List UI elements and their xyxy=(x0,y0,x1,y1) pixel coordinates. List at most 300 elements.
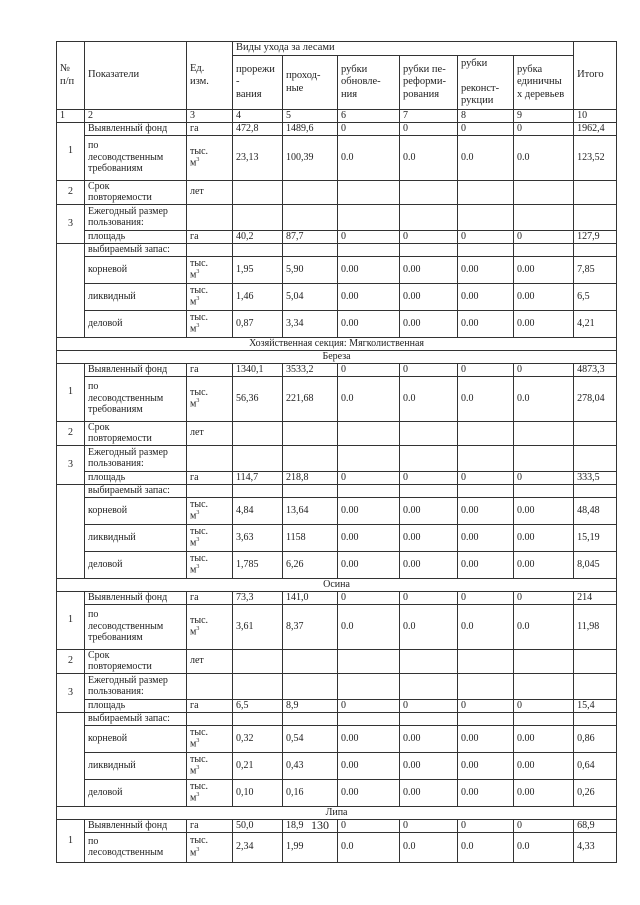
header-number: 8 xyxy=(458,110,514,123)
empty-cell xyxy=(400,421,458,445)
value-cell: 13,64 xyxy=(283,497,338,524)
empty-cell xyxy=(458,421,514,445)
unit-ha: га xyxy=(187,230,233,243)
empty-cell xyxy=(233,180,283,204)
value-cell: 0.00 xyxy=(338,497,400,524)
value-cell: 0,43 xyxy=(283,752,338,779)
item-number: 1 xyxy=(57,819,85,862)
unit-thm3: тыс. $м^3$ xyxy=(187,551,233,578)
table-row xyxy=(57,712,617,725)
label-fund-cont: по лесоводственным требованиям xyxy=(85,135,187,180)
value-cell: 3,34 xyxy=(283,310,338,337)
label-period: Срок повторяемости xyxy=(85,180,187,204)
empty-cell xyxy=(283,204,338,230)
label-business: деловой xyxy=(85,310,187,337)
item-number: 1 xyxy=(57,122,85,180)
table-row xyxy=(57,591,617,604)
empty-cell xyxy=(283,649,338,673)
empty-cell xyxy=(233,445,283,471)
value-cell: 0.00 xyxy=(458,551,514,578)
value-cell: 221,68 xyxy=(283,376,338,421)
value-cell: 0.0 xyxy=(338,376,400,421)
empty-cell xyxy=(514,421,574,445)
empty-cell xyxy=(338,484,400,497)
header-col: проход- ные xyxy=(283,56,338,110)
empty-cell xyxy=(458,180,514,204)
label-fund: Выявленный фонд xyxy=(85,363,187,376)
unit-thm3: тыс. $м^3$ xyxy=(187,310,233,337)
empty-cell xyxy=(338,649,400,673)
empty-cell xyxy=(574,204,617,230)
value-cell: 0 xyxy=(400,471,458,484)
value-cell: 123,52 xyxy=(574,135,617,180)
header-total: Итого xyxy=(574,42,617,110)
table-row xyxy=(57,497,617,524)
value-cell: 0 xyxy=(338,699,400,712)
header-col: рубки реконст- рукции xyxy=(458,56,514,110)
value-cell: 1,785 xyxy=(233,551,283,578)
header-num: № п/п xyxy=(57,42,85,110)
empty-cell xyxy=(514,180,574,204)
value-cell: 0 xyxy=(338,471,400,484)
empty-cell xyxy=(574,180,617,204)
empty-cell xyxy=(400,445,458,471)
table-row xyxy=(57,363,617,376)
value-cell: 0.0 xyxy=(400,832,458,862)
item-number: 2 xyxy=(57,421,85,445)
header-number: 3 xyxy=(187,110,233,123)
value-cell: 0.00 xyxy=(338,283,400,310)
value-cell: 0.00 xyxy=(400,524,458,551)
value-cell: 278,04 xyxy=(574,376,617,421)
item-number: 2 xyxy=(57,649,85,673)
value-cell: 0.00 xyxy=(514,779,574,806)
value-cell: 0.00 xyxy=(400,725,458,752)
empty-cell xyxy=(57,243,85,337)
value-cell: 0.0 xyxy=(338,135,400,180)
empty-cell xyxy=(400,649,458,673)
value-cell: 0.00 xyxy=(338,551,400,578)
value-cell: 0.0 xyxy=(514,604,574,649)
header-indicator: Показатели xyxy=(85,42,187,110)
table-row xyxy=(57,204,617,230)
value-cell: 0.00 xyxy=(514,256,574,283)
value-cell: 4,33 xyxy=(574,832,617,862)
label-business: деловой xyxy=(85,551,187,578)
value-cell: 6,26 xyxy=(283,551,338,578)
item-number: 3 xyxy=(57,445,85,484)
empty-cell xyxy=(458,712,514,725)
empty-cell xyxy=(187,243,233,256)
value-cell: 0.00 xyxy=(514,551,574,578)
value-cell: 0,87 xyxy=(233,310,283,337)
empty-cell xyxy=(400,673,458,699)
empty-cell xyxy=(574,649,617,673)
value-cell: 472,8 xyxy=(233,122,283,135)
value-cell: 0,54 xyxy=(283,725,338,752)
value-cell: 15,4 xyxy=(574,699,617,712)
table-row xyxy=(57,350,617,363)
value-cell: 48,48 xyxy=(574,497,617,524)
item-number: 3 xyxy=(57,204,85,243)
unit-thm3: тыс. $м^3$ xyxy=(187,832,233,862)
table-row xyxy=(57,243,617,256)
empty-cell xyxy=(514,243,574,256)
label-area: площадь xyxy=(85,471,187,484)
label-root: корневой xyxy=(85,725,187,752)
value-cell: 0,86 xyxy=(574,725,617,752)
value-cell: 0.0 xyxy=(458,832,514,862)
empty-cell xyxy=(514,445,574,471)
label-fund: Выявленный фонд xyxy=(85,591,187,604)
header-number: 6 xyxy=(338,110,400,123)
value-cell: 0.0 xyxy=(514,832,574,862)
empty-cell xyxy=(283,180,338,204)
value-cell: 0 xyxy=(458,363,514,376)
value-cell: 0 xyxy=(338,591,400,604)
value-cell: 0.0 xyxy=(514,135,574,180)
value-cell: 0 xyxy=(514,699,574,712)
table-row xyxy=(57,122,617,135)
empty-cell xyxy=(400,712,458,725)
empty-cell xyxy=(338,243,400,256)
value-cell: 0.00 xyxy=(514,283,574,310)
table-row xyxy=(57,578,617,591)
unit-ha: га xyxy=(187,819,233,832)
item-number: 2 xyxy=(57,180,85,204)
label-period: Срок повторяемости xyxy=(85,421,187,445)
value-cell: 0.00 xyxy=(458,524,514,551)
label-annual: Ежегодный размер пользования: xyxy=(85,204,187,230)
value-cell: 0 xyxy=(338,819,400,832)
table-row xyxy=(57,673,617,699)
label-stock: выбираемый запас: xyxy=(85,243,187,256)
value-cell: 23,13 xyxy=(233,135,283,180)
value-cell: 68,9 xyxy=(574,819,617,832)
value-cell: 0.0 xyxy=(458,376,514,421)
empty-cell xyxy=(400,243,458,256)
table-row xyxy=(57,832,617,862)
value-cell: 1158 xyxy=(283,524,338,551)
value-cell: 0.0 xyxy=(338,832,400,862)
empty-cell xyxy=(574,484,617,497)
page-number: 130 xyxy=(311,818,329,832)
value-cell: 0 xyxy=(400,699,458,712)
table-row xyxy=(57,230,617,243)
label-area: площадь xyxy=(85,699,187,712)
value-cell: 0.00 xyxy=(400,497,458,524)
empty-cell xyxy=(514,484,574,497)
label-liquid: ликвидный xyxy=(85,752,187,779)
value-cell: 6,5 xyxy=(574,283,617,310)
item-number: 1 xyxy=(57,363,85,421)
value-cell: 0,32 xyxy=(233,725,283,752)
value-cell: 114,7 xyxy=(233,471,283,484)
value-cell: 1489,6 xyxy=(283,122,338,135)
value-cell: 56,36 xyxy=(233,376,283,421)
value-cell: 0.00 xyxy=(514,725,574,752)
value-cell: 0 xyxy=(514,363,574,376)
value-cell: 214 xyxy=(574,591,617,604)
empty-cell xyxy=(233,484,283,497)
empty-cell xyxy=(57,484,85,578)
unit-years: лет xyxy=(187,180,233,204)
header-number: 5 xyxy=(283,110,338,123)
value-cell: 11,98 xyxy=(574,604,617,649)
label-fund-cont: по лесоводственным требованиям xyxy=(85,604,187,649)
empty-cell xyxy=(338,673,400,699)
empty-cell xyxy=(574,421,617,445)
value-cell: 0.00 xyxy=(338,725,400,752)
table-row xyxy=(57,752,617,779)
value-cell: 1340,1 xyxy=(233,363,283,376)
unit-ha: га xyxy=(187,591,233,604)
table-row xyxy=(57,779,617,806)
item-number: 3 xyxy=(57,673,85,712)
empty-cell xyxy=(283,673,338,699)
label-fund: Выявленный фонд xyxy=(85,819,187,832)
empty-cell xyxy=(400,484,458,497)
empty-cell xyxy=(574,445,617,471)
empty-cell xyxy=(514,649,574,673)
unit-years: лет xyxy=(187,421,233,445)
value-cell: 50,0 xyxy=(233,819,283,832)
empty-cell xyxy=(187,712,233,725)
label-stock: выбираемый запас: xyxy=(85,484,187,497)
value-cell: 0 xyxy=(458,819,514,832)
header-number: 2 xyxy=(85,110,187,123)
empty-cell xyxy=(283,445,338,471)
table-row xyxy=(57,649,617,673)
value-cell: 0,10 xyxy=(233,779,283,806)
value-cell: 8,9 xyxy=(283,699,338,712)
empty-cell xyxy=(338,421,400,445)
value-cell: 141,0 xyxy=(283,591,338,604)
empty-cell xyxy=(574,243,617,256)
value-cell: 0,64 xyxy=(574,752,617,779)
value-cell: 0 xyxy=(514,471,574,484)
value-cell: 0.00 xyxy=(458,752,514,779)
header-number: 1 xyxy=(57,110,85,123)
value-cell: 0.00 xyxy=(514,752,574,779)
value-cell: 4,21 xyxy=(574,310,617,337)
empty-cell xyxy=(187,484,233,497)
value-cell: 0.00 xyxy=(458,283,514,310)
empty-cell xyxy=(514,673,574,699)
unit-ha: га xyxy=(187,471,233,484)
value-cell: 0 xyxy=(400,122,458,135)
empty-cell xyxy=(187,204,233,230)
table-row xyxy=(57,256,617,283)
value-cell: 0.00 xyxy=(514,524,574,551)
label-liquid: ликвидный xyxy=(85,283,187,310)
unit-thm3: тыс. $м^3$ xyxy=(187,524,233,551)
unit-thm3: тыс. $м^3$ xyxy=(187,752,233,779)
species-title: Липа xyxy=(57,806,617,819)
label-period: Срок повторяемости xyxy=(85,649,187,673)
unit-thm3: тыс. $м^3$ xyxy=(187,135,233,180)
label-fund: Выявленный фонд xyxy=(85,122,187,135)
value-cell: 0.0 xyxy=(458,604,514,649)
empty-cell xyxy=(574,712,617,725)
unit-thm3: тыс. $м^3$ xyxy=(187,283,233,310)
empty-cell xyxy=(458,204,514,230)
value-cell: 1962,4 xyxy=(574,122,617,135)
empty-cell xyxy=(233,649,283,673)
value-cell: 87,7 xyxy=(283,230,338,243)
table-row xyxy=(57,699,617,712)
value-cell: 0.00 xyxy=(514,497,574,524)
header-col: прорежи - вания xyxy=(233,56,283,110)
value-cell: 0 xyxy=(338,230,400,243)
value-cell: 0.00 xyxy=(338,752,400,779)
unit-ha: га xyxy=(187,363,233,376)
empty-cell xyxy=(338,204,400,230)
item-number: 1 xyxy=(57,591,85,649)
empty-cell xyxy=(187,673,233,699)
table-row xyxy=(57,421,617,445)
species-title: Осина xyxy=(57,578,617,591)
unit-thm3: тыс. $м^3$ xyxy=(187,497,233,524)
value-cell: 0.00 xyxy=(400,256,458,283)
value-cell: 0 xyxy=(514,122,574,135)
value-cell: 0 xyxy=(400,819,458,832)
unit-years: лет xyxy=(187,649,233,673)
table-row xyxy=(57,110,617,123)
value-cell: 0.0 xyxy=(400,135,458,180)
header-number: 10 xyxy=(574,110,617,123)
header-number: 9 xyxy=(514,110,574,123)
value-cell: 0 xyxy=(338,122,400,135)
value-cell: 6,5 xyxy=(233,699,283,712)
value-cell: 1,99 xyxy=(283,832,338,862)
unit-ha: га xyxy=(187,122,233,135)
empty-cell xyxy=(283,421,338,445)
value-cell: 0 xyxy=(400,591,458,604)
header-unit: Ед. изм. xyxy=(187,42,233,110)
value-cell: 8,37 xyxy=(283,604,338,649)
value-cell: 1,95 xyxy=(233,256,283,283)
empty-cell xyxy=(338,712,400,725)
value-cell: 40,2 xyxy=(233,230,283,243)
value-cell: 0.0 xyxy=(400,376,458,421)
header-group: Виды ухода за лесами xyxy=(233,42,574,56)
empty-cell xyxy=(458,445,514,471)
table-row xyxy=(57,524,617,551)
unit-thm3: тыс. $м^3$ xyxy=(187,779,233,806)
header-number: 4 xyxy=(233,110,283,123)
empty-cell xyxy=(458,649,514,673)
value-cell: 0 xyxy=(458,591,514,604)
value-cell: 333,5 xyxy=(574,471,617,484)
empty-cell xyxy=(458,243,514,256)
value-cell: 0.00 xyxy=(458,497,514,524)
value-cell: 3,61 xyxy=(233,604,283,649)
label-stock: выбираемый запас: xyxy=(85,712,187,725)
header-col: рубка единичны х деревьев xyxy=(514,56,574,110)
label-root: корневой xyxy=(85,497,187,524)
value-cell: 0 xyxy=(458,122,514,135)
value-cell: 5,04 xyxy=(283,283,338,310)
value-cell: 127,9 xyxy=(574,230,617,243)
table-row xyxy=(57,135,617,180)
label-fund-cont: по лесоводственным xyxy=(85,832,187,862)
value-cell: 0 xyxy=(338,363,400,376)
table-row xyxy=(57,310,617,337)
value-cell: 3533,2 xyxy=(283,363,338,376)
value-cell: 0.00 xyxy=(458,310,514,337)
value-cell: 0.00 xyxy=(458,256,514,283)
empty-cell xyxy=(458,673,514,699)
value-cell: 0.00 xyxy=(338,310,400,337)
value-cell: 4,84 xyxy=(233,497,283,524)
empty-cell xyxy=(400,204,458,230)
label-business: деловой xyxy=(85,779,187,806)
section-title: Хозяйственная секция: Мягколиственная xyxy=(57,337,617,350)
table-row xyxy=(57,283,617,310)
table-row xyxy=(57,471,617,484)
empty-cell xyxy=(233,712,283,725)
table-row xyxy=(57,445,617,471)
value-cell: 0.00 xyxy=(400,310,458,337)
value-cell: 0 xyxy=(514,230,574,243)
value-cell: 5,90 xyxy=(283,256,338,283)
empty-cell xyxy=(283,484,338,497)
empty-cell xyxy=(233,673,283,699)
value-cell: 0.0 xyxy=(458,135,514,180)
value-cell: 15,19 xyxy=(574,524,617,551)
table-row xyxy=(57,180,617,204)
unit-thm3: тыс. $м^3$ xyxy=(187,376,233,421)
value-cell: 0.00 xyxy=(400,752,458,779)
value-cell: 0,26 xyxy=(574,779,617,806)
value-cell: 0 xyxy=(458,699,514,712)
value-cell: 0,21 xyxy=(233,752,283,779)
value-cell: 8,045 xyxy=(574,551,617,578)
label-annual: Ежегодный размер пользования: xyxy=(85,445,187,471)
value-cell: 0.0 xyxy=(400,604,458,649)
table-row xyxy=(57,551,617,578)
table-row xyxy=(57,337,617,350)
empty-cell xyxy=(338,180,400,204)
empty-cell xyxy=(458,484,514,497)
unit-thm3: тыс. $м^3$ xyxy=(187,725,233,752)
header-col: рубки пе- реформи- рования xyxy=(400,56,458,110)
value-cell: 0 xyxy=(514,819,574,832)
value-cell: 0.00 xyxy=(514,310,574,337)
unit-ha: га xyxy=(187,699,233,712)
empty-cell xyxy=(283,712,338,725)
header-number: 7 xyxy=(400,110,458,123)
value-cell: 0 xyxy=(400,363,458,376)
value-cell: 0.00 xyxy=(338,524,400,551)
value-cell: 0.00 xyxy=(338,256,400,283)
empty-cell xyxy=(233,421,283,445)
value-cell: 0.00 xyxy=(400,551,458,578)
species-title: Береза xyxy=(57,350,617,363)
value-cell: 0,16 xyxy=(283,779,338,806)
value-cell: 18,9 xyxy=(283,819,338,832)
empty-cell xyxy=(574,673,617,699)
value-cell: 0 xyxy=(458,230,514,243)
forest-care-table xyxy=(56,41,617,863)
value-cell: 0.0 xyxy=(514,376,574,421)
label-area: площадь xyxy=(85,230,187,243)
value-cell: 218,8 xyxy=(283,471,338,484)
value-cell: 0 xyxy=(514,591,574,604)
empty-cell xyxy=(514,712,574,725)
table-row xyxy=(57,604,617,649)
